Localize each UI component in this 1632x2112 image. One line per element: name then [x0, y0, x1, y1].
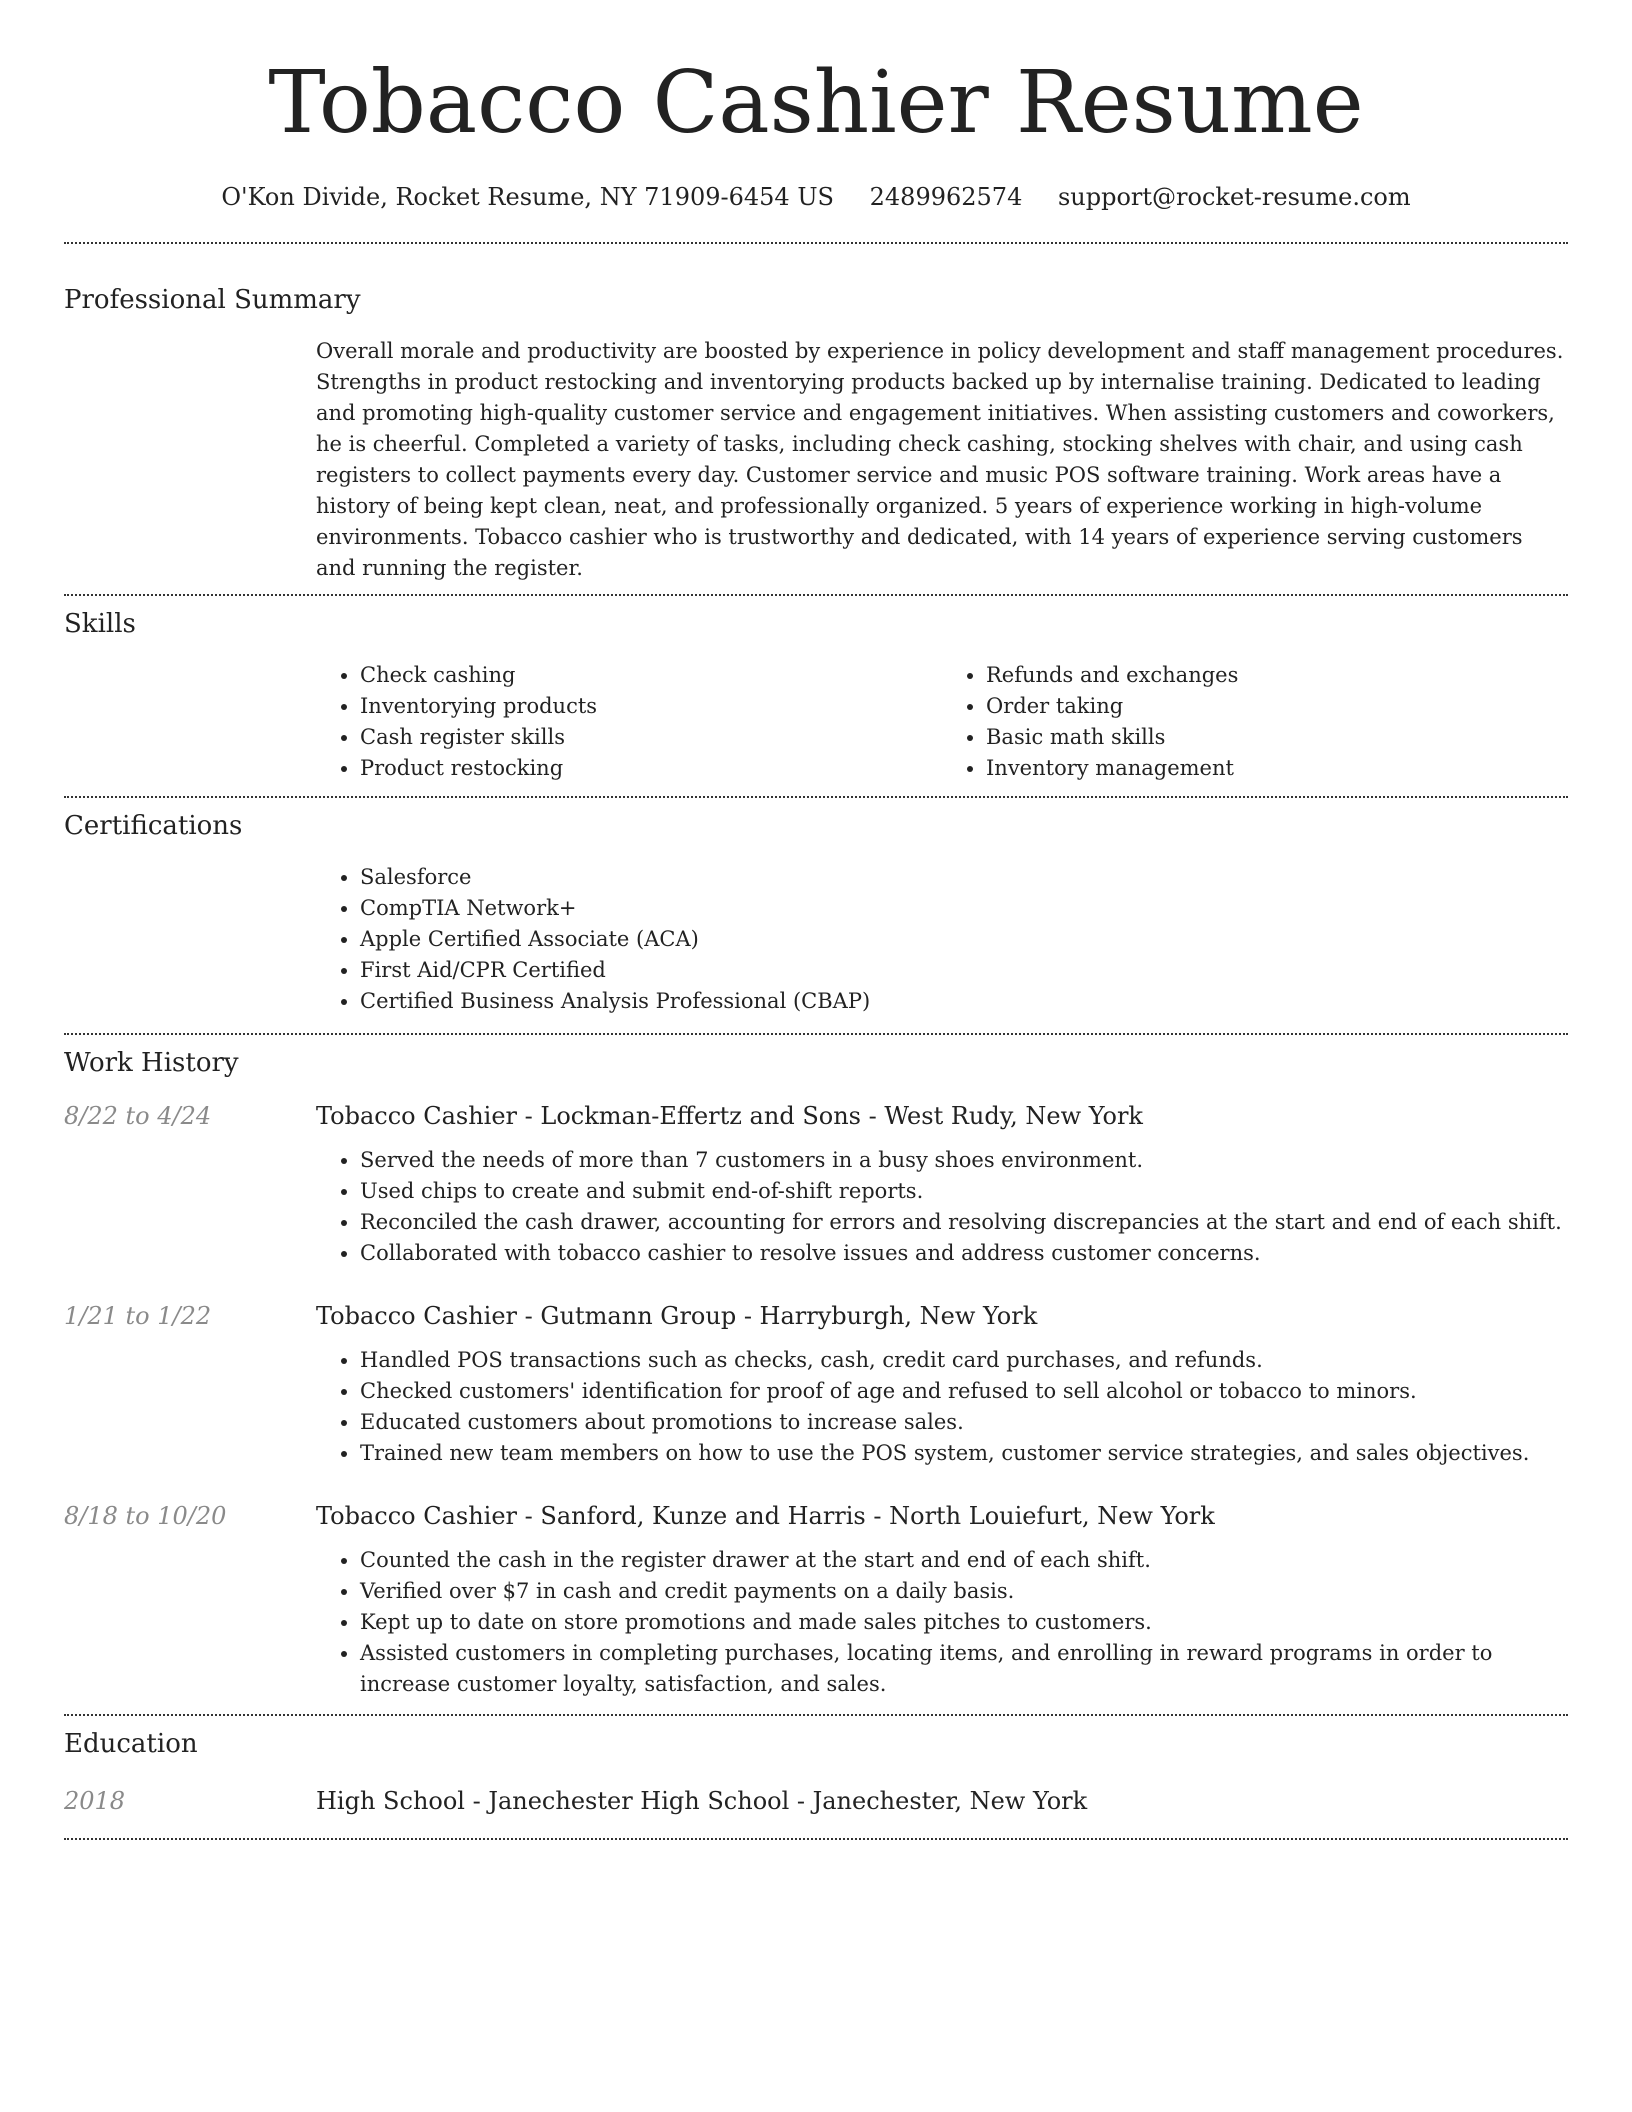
certifications-section: [64, 798, 1568, 1017]
education-entry: [64, 1784, 1568, 1818]
certification-item: • CompTIA Network+: [360, 893, 1568, 924]
job-bullet: • Trained new team members on how to use the POS system, customer service strategies, and sales objectives.: [360, 1438, 1568, 1469]
summary-section: [64, 244, 1568, 584]
contact-phone: 2489962574: [869, 183, 1023, 211]
job-bullets: [316, 1145, 1568, 1269]
resume-title: Tobacco Cashier Resume: [268, 53, 1364, 153]
job-bullet: • Counted the cash in the register drawer at the start and end of each shift.: [360, 1545, 1568, 1576]
education-date: 2018: [64, 1787, 126, 1815]
divider: [64, 1838, 1568, 1840]
skill-item: • Order taking: [986, 691, 1568, 722]
certification-item: • First Aid/CPR Certified: [360, 955, 1568, 986]
skills-section: [64, 596, 1568, 784]
job-title: Tobacco Cashier - Gutmann Group - Harryburgh, New York: [316, 1302, 1038, 1330]
work-history-heading: Work History: [64, 1048, 239, 1078]
contact-address: O'Kon Divide, Rocket Resume, NY 71909-6454 US: [221, 183, 834, 211]
skills-list-left: [316, 660, 942, 784]
job-date: 1/21 to 1/22: [64, 1302, 212, 1330]
education-heading: Education: [64, 1729, 198, 1759]
skill-item: • Basic math skills: [986, 722, 1568, 753]
job-bullet: • Checked customers' identification for proof of age and refused to sell alcohol or tobacco to minors.: [360, 1376, 1568, 1407]
job-bullet: • Served the needs of more than 7 customers in a busy shoes environment.: [360, 1145, 1568, 1176]
contact-line: [64, 180, 1568, 214]
job-bullet: • Used chips to create and submit end-of-shift reports.: [360, 1176, 1568, 1207]
job-entry: [64, 1499, 1568, 1700]
job-bullet: • Reconciled the cash drawer, accounting for errors and resolving discrepancies at the start and end of each shift.: [360, 1207, 1568, 1238]
job-bullet: • Kept up to date on store promotions and made sales pitches to customers.: [360, 1607, 1568, 1638]
job-details: [316, 1099, 1568, 1269]
job-bullet: • Assisted customers in completing purchases, locating items, and enrolling in reward programs in order to increase customer loyalty, satisfaction, and sales.: [360, 1638, 1568, 1700]
education-title: High School - Janechester High School - Janechester, New York: [316, 1787, 1088, 1815]
job-entry: [64, 1299, 1568, 1469]
job-bullets: [316, 1545, 1568, 1700]
certification-item: • Certified Business Analysis Professional (CBAP): [360, 986, 1568, 1017]
job-details: [316, 1499, 1568, 1700]
job-date: 8/22 to 4/24: [64, 1102, 212, 1130]
job-entry: [64, 1099, 1568, 1269]
job-date: 8/18 to 10/20: [64, 1502, 227, 1530]
skill-item: • Cash register skills: [360, 722, 942, 753]
job-details: [316, 1299, 1568, 1469]
job-bullet: • Collaborated with tobacco cashier to resolve issues and address customer concerns.: [360, 1238, 1568, 1269]
job-title: Tobacco Cashier - Lockman-Effertz and Sons - West Rudy, New York: [316, 1102, 1143, 1130]
education-section: [64, 1716, 1568, 1818]
work-history-section: [64, 1035, 1568, 1714]
job-bullet: • Handled POS transactions such as checks, cash, credit card purchases, and refunds.: [360, 1345, 1568, 1376]
skill-item: • Refunds and exchanges: [986, 660, 1568, 691]
job-bullets: [316, 1345, 1568, 1469]
skills-list-right: [942, 660, 1568, 784]
contact-email: support@rocket-resume.com: [1057, 183, 1411, 211]
summary-heading: Professional Summary: [64, 285, 361, 315]
certifications-list-wrap: [316, 862, 1568, 1017]
skills-heading: Skills: [64, 609, 136, 639]
job-title: Tobacco Cashier - Sanford, Kunze and Harris - North Louiefurt, New York: [316, 1502, 1215, 1530]
certification-item: • Apple Certified Associate (ACA): [360, 924, 1568, 955]
certification-item: • Salesforce: [360, 862, 1568, 893]
certifications-heading: Certifications: [64, 811, 243, 841]
summary-text: Overall morale and productivity are boosted by experience in policy development and staff management procedures. Strengths in product restocking and inventorying products backed up by internalise training. Dedicated to leading and promoting high-quality customer service and engagement initiatives. When assisting customers and coworkers, he is cheerful. Completed a variety of tasks, including check cashing, stocking shelves with chair, and using cash registers to collect payments every day. Customer service and music POS software training. Work areas have a history of being kept clean, neat, and professionally organized. 5 years of experience working in high-volume environments. Tobacco cashier who is trustworthy and dedicated, with 14 years of experience serving customers and running the register.: [316, 339, 1564, 580]
job-bullet: • Educated customers about promotions to increase sales.: [360, 1407, 1568, 1438]
skill-item: • Inventorying products: [360, 691, 942, 722]
skills-columns: [316, 660, 1568, 784]
skill-item: • Inventory management: [986, 753, 1568, 784]
skill-item: • Check cashing: [360, 660, 942, 691]
certifications-list: [316, 862, 1568, 1017]
job-bullet: • Verified over $7 in cash and credit payments on a daily basis.: [360, 1576, 1568, 1607]
skill-item: • Product restocking: [360, 753, 942, 784]
